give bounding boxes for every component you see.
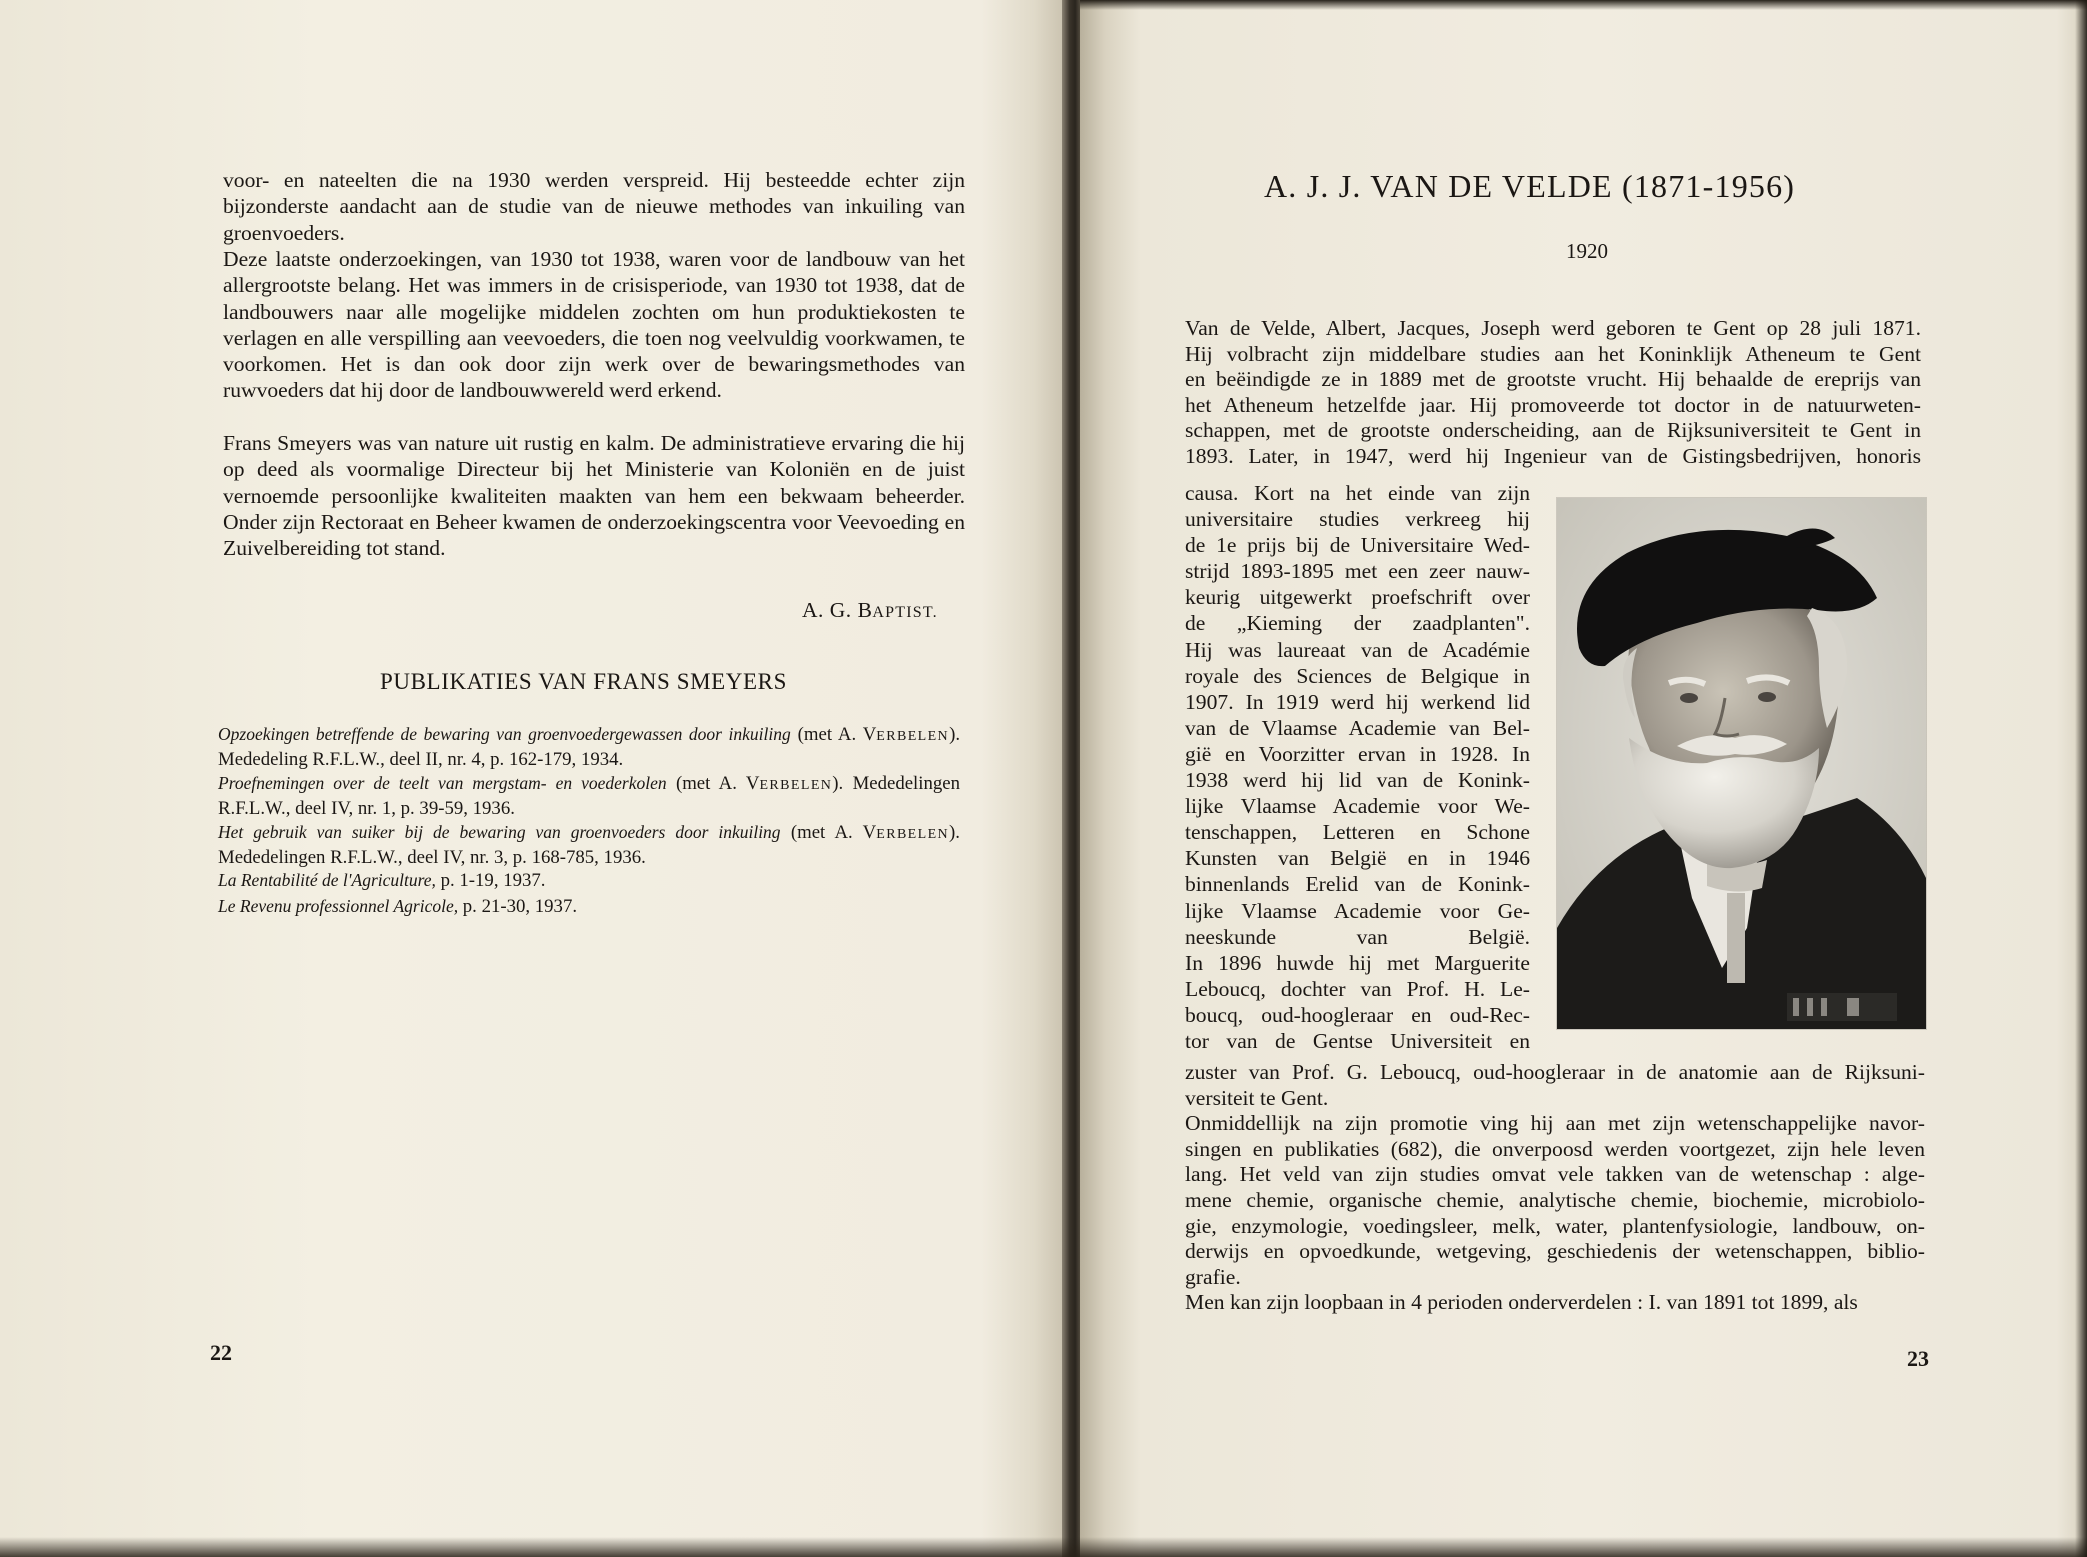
wrapped-line: 1907. In 1919 werd hij werkend lid bbox=[1185, 689, 1530, 714]
biography-title: A. J. J. VAN DE VELDE (1871-1956) bbox=[1264, 168, 1796, 204]
body-line: derwijs en opvoedkunde, wetgeving, geschiedenis der wetenschappen, biblio- bbox=[1185, 1239, 1925, 1264]
wrapped-line: de 1e prijs bij de Universitaire Wed- bbox=[1185, 533, 1530, 558]
paragraph-1: voor- en nateelten die na 1930 werden verspreid. Hij besteedde echter zijn bijzonderste aandacht aan de studie van de nieuwe methodes van inkuiling van groenvoeders. bbox=[223, 168, 965, 245]
wrapped-line: universitaire studies verkreeg hij bbox=[1185, 507, 1530, 532]
portrait-illustration bbox=[1557, 498, 1926, 1029]
body-line: lang. Het veld van zijn studies omvat vele takken van de wetenschap : alge- bbox=[1185, 1162, 1925, 1187]
intro-line: schappen, met de grootste onderscheiding, aan de Rijksuniversiteit te Gent in bbox=[1185, 418, 1921, 443]
wrapped-line: binnenlands Erelid van de Konink- bbox=[1185, 872, 1530, 897]
biography-year: 1920 bbox=[1566, 239, 1608, 263]
publication-details: ). Mededelingen R.F.L.W., deel IV, nr. 1, p. 39-59, 1936. bbox=[218, 772, 960, 820]
publication-coauthor-prefix: (met A. V bbox=[790, 724, 877, 745]
body-line: versiteit te Gent. bbox=[1185, 1085, 1329, 1110]
publications-heading: PUBLIKATIES VAN FRANS SMEYERS bbox=[380, 669, 787, 694]
wrapped-line: strijd 1893-1895 met een zeer nauw- bbox=[1185, 559, 1530, 584]
page-shadow-right bbox=[2075, 0, 2087, 1557]
page-number-left: 22 bbox=[210, 1340, 232, 1365]
intro-line: en beëindigde ze in 1889 met de grootste vrucht. Hij behaalde de ereprijs van bbox=[1185, 367, 1921, 392]
portrait-photo bbox=[1557, 498, 1926, 1029]
wrapped-line: causa. Kort na het einde van zijn bbox=[1185, 481, 1530, 505]
wrapped-line: lijke Vlaamse Academie voor Ge- bbox=[1185, 898, 1530, 923]
page-shadow-top bbox=[1080, 0, 2087, 10]
publication-coauthor-smallcaps: ERBELEN bbox=[876, 826, 950, 842]
publication-title: La Rentabilité de l'Agriculture, bbox=[218, 870, 436, 891]
publication-details: ). Mededeling R.F.L.W., deel II, nr. 4, p. 162-179, 1934. bbox=[218, 724, 961, 771]
intro-line: 1893. Later, in 1947, werd hij Ingenieur van de Gistingsbedrijven, honoris bbox=[1185, 443, 1921, 468]
body-line: grafie. bbox=[1185, 1264, 1241, 1289]
wrapped-line: keurig uitgewerkt proefschrift over bbox=[1185, 585, 1530, 610]
signature-name-initial: B bbox=[857, 598, 873, 622]
publication-details: ). Mededelingen R.F.L.W., deel IV, nr. 3, p. 168-785, 1936. bbox=[218, 821, 960, 869]
publication-title: Het gebruik van suiker bij de bewaring van groenvoeders door inkuiling bbox=[218, 821, 781, 842]
continuation-paragraphs bbox=[1185, 1060, 1925, 1316]
wrapped-line: lijke Vlaamse Academie voor We- bbox=[1185, 794, 1530, 819]
wrapped-line: Leboucq, dochter van Prof. H. Le- bbox=[1185, 976, 1530, 1001]
publication-title: Opzoekingen betreffende de bewaring van groenvoedergewassen door inkuiling bbox=[218, 724, 791, 744]
publication-entry bbox=[218, 821, 960, 870]
wrapped-line: neeskunde van België. bbox=[1185, 924, 1530, 949]
body-line: singen en publikaties (682), die onverpoosd werden voortgezet, zijn hele leven bbox=[1185, 1136, 1925, 1161]
wrapped-line: Kunsten van België en in 1946 bbox=[1185, 846, 1530, 871]
intro-line: Hij volbracht zijn middelbare studies aan het Koninklijk Atheneum te Gent bbox=[1185, 341, 1921, 366]
wrapped-line: royale des Sciences de Belgique in bbox=[1185, 663, 1530, 688]
body-line: Onmiddellijk na zijn promotie ving hij aan met zijn wetenschappelijke navor- bbox=[1185, 1111, 1925, 1136]
wrapped-line: van de Vlaamse Academie van Bel- bbox=[1185, 715, 1530, 740]
wrapped-line: de „Kieming der zaadplanten". bbox=[1185, 611, 1530, 636]
page-number-right: 23 bbox=[1907, 1346, 1929, 1371]
publication-coauthor-prefix: (met A. V bbox=[666, 772, 760, 794]
author-signature bbox=[802, 598, 938, 623]
publication-entry bbox=[218, 772, 960, 821]
wrapped-line: In 1896 huwde hij met Marguerite bbox=[1185, 950, 1530, 975]
publication-title: Proefnemingen over de teelt van mergstam- en voederkolen bbox=[218, 772, 667, 793]
publication-coauthor-smallcaps: ERBELEN bbox=[876, 729, 950, 744]
wrapped-text-column bbox=[1185, 480, 1530, 1054]
wrapped-line: gië en Voorzitter ervan in 1928. In bbox=[1185, 741, 1530, 766]
intro-line: Van de Velde, Albert, Jacques, Joseph werd geboren te Gent op 28 juli 1871. bbox=[1185, 316, 1921, 340]
publication-entry bbox=[218, 723, 960, 772]
publication-coauthor-prefix: p. 21-30, 1937. bbox=[458, 895, 578, 917]
intro-paragraph bbox=[1185, 316, 1921, 470]
publication-coauthor-prefix: (met A. V bbox=[780, 821, 877, 843]
wrapped-line: tenschappen, Letteren en Schone bbox=[1185, 820, 1530, 845]
wrapped-line: 1938 werd hij lid van de Konink- bbox=[1185, 768, 1530, 793]
publication-coauthor-smallcaps: ERBELEN bbox=[759, 777, 833, 793]
signature-initials: A. G. bbox=[802, 598, 858, 622]
wrapped-line: boucq, oud-hoogleraar en oud-Rec- bbox=[1185, 1002, 1530, 1027]
wrapped-line: tor van de Gentse Universiteit en bbox=[1185, 1028, 1530, 1053]
publication-entry bbox=[218, 869, 960, 894]
body-line: mene chemie, organische chemie, analytische chemie, biochemie, microbiolo- bbox=[1185, 1187, 1925, 1212]
body-line: Men kan zijn loopbaan in 4 perioden onderverdelen : I. van 1891 tot 1899, als bbox=[1185, 1290, 1858, 1315]
body-line: gie, enzymologie, voedingsleer, melk, water, plantenfysiologie, landbouw, on- bbox=[1185, 1213, 1925, 1238]
page-shadow-bottom bbox=[0, 1537, 2087, 1557]
publication-coauthor-prefix: p. 1-19, 1937. bbox=[435, 870, 546, 892]
publications-list bbox=[218, 723, 960, 920]
paragraph-2: Deze laatste onderzoekingen, van 1930 tot 1938, waren voor de landbouw van het allergrootste belang. Het was immers in de crisisperiode, van 1930 tot 1938, dat de landbouwers naar alle mogelijke middelen zochten om hun produktiekosten te verlagen en alle verspilling aan veevoeders, die toen nog veelvuldig voorkwamen, te voorkomen. Het is dan ook door zijn werk over de bewaringsmethodes van ruwvoeders dat hij door de landbouwwereld werd erkend. bbox=[223, 247, 965, 403]
wrapped-line: Hij was laureaat van de Académie bbox=[1185, 637, 1530, 662]
signature-name-rest: APTIST. bbox=[872, 604, 938, 621]
paragraph-3: Frans Smeyers was van nature uit rustig en kalm. De administratieve ervaring die hij op deed als voormalige Directeur bij het Ministerie van Koloniën en de juist vernoemde persoonlijke kwaliteiten maakten van hem een bekwaam beheerder. Onder zijn Rectoraat en Beheer kwamen de onderzoekingscentra voor Veevoeding en Zuivelbereiding tot stand. bbox=[223, 431, 965, 561]
publication-title: Le Revenu professionnel Agricole, bbox=[218, 895, 459, 916]
intro-line: het Atheneum hetzelfde jaar. Hij promoveerde tot doctor in de natuurweten- bbox=[1185, 392, 1921, 417]
body-line: zuster van Prof. G. Leboucq, oud-hoogleraar in de anatomie aan de Rijksuni- bbox=[1185, 1060, 1925, 1084]
publication-entry bbox=[218, 895, 960, 920]
